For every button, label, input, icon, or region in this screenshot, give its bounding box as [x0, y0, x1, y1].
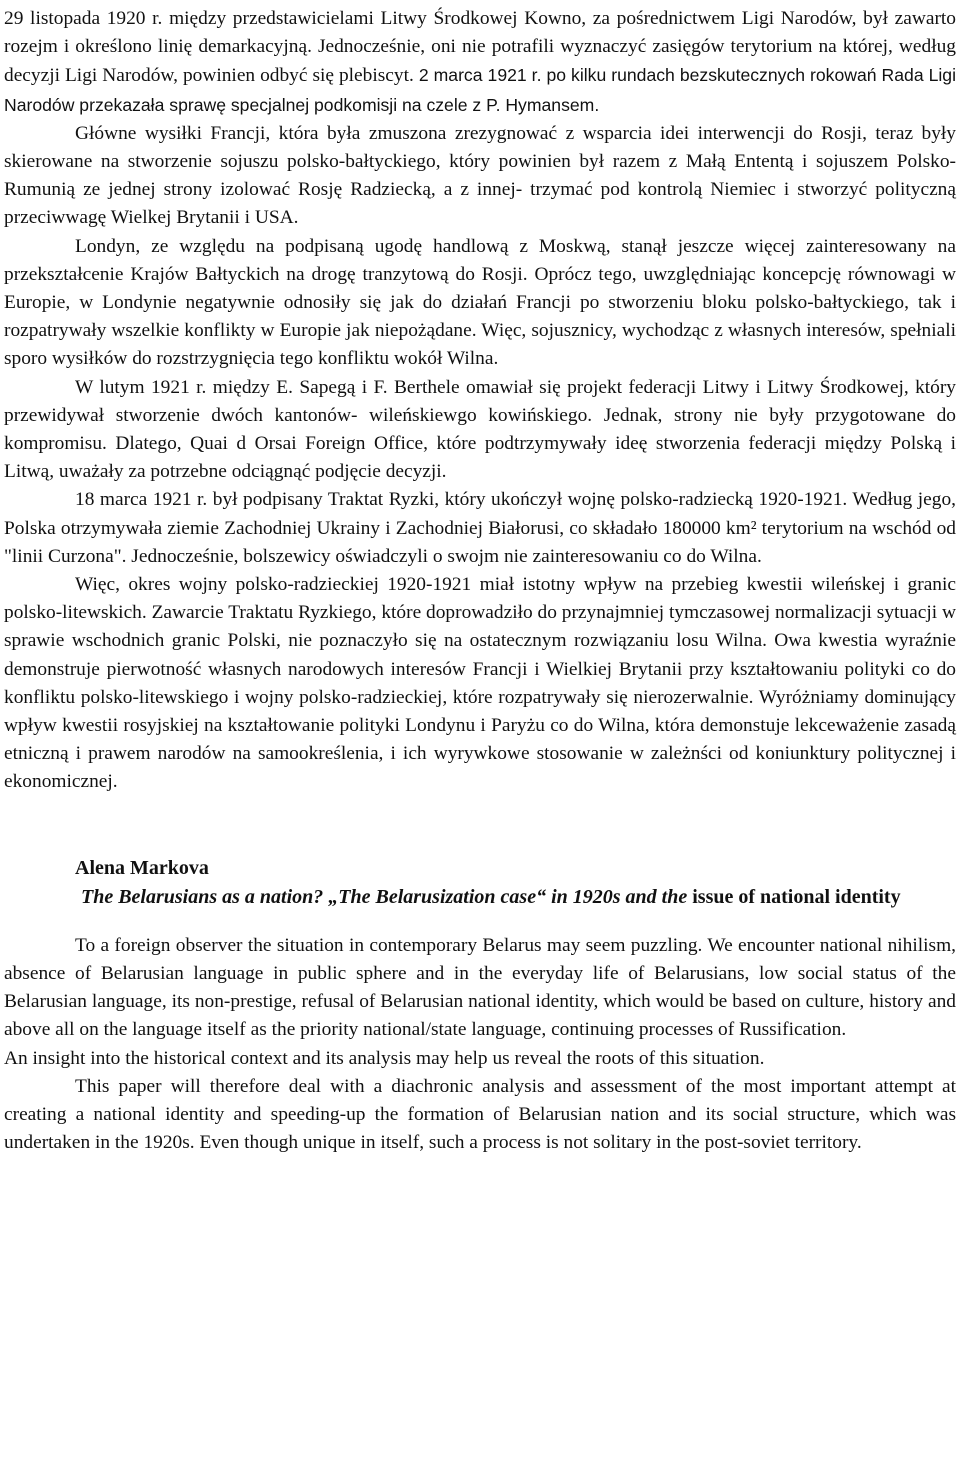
- paragraph-london-position: Londyn, ze względu na podpisaną ugodę handlową z Moskwą, stanął jeszcze więcej zainteresowany na przekształcenie Krajów Bałtyckich na drogę tranzytową do Rosji. Oprócz tego, uwzględniając koncepcję równowagi w Europie, w Londynie negatywnie odnosiły się jak do działań Francji po stworzeniu bloku polsko-bałtyckiego, tak i rozpatrywały wszelkie konflikty w Europie jak niepożądane. Więc, sojusznicy, wychodząc z własnych interesów, spełniali sporo wysiłków do rozstrzygnięcia tego konfliktu wokół Wilna.: [4, 235, 956, 370]
- article-title-rest: issue of national identity: [687, 885, 901, 908]
- paragraph-conclusion: Więc, okres wojny polsko-radzieckiej 1920-1921 miał istotny wpływ na przebieg kwestii wileńskej i granic polsko-litewskich. Zawarcie Traktatu Ryzkiego, które doprowadziło do przynajmniej tymczasowej normalizacji sytuacji w sprawie wschodnich granic Polski, nie poznaczyło się na ostatecznym rozwiązaniu losu Wilna. Owa kwestia wyraźnie demonstruje pierwotność własnych narodowych interesów Francji i Wielkiej Brytanii przy kształtowaniu polityki co do konfliktu polsko-litewskiego i wojny polsko-radzieckiej, które rozpatrywały się nierozerwalnie. Wyróżniamy dominujący wpływ kwestii rosyjskiej na kształtowanie polityki Londynu i Paryżu co do Wilna, która demonstuje lekceważenie zasadą etniczną i prawem narodów na samookreślenia, i ich wyrywkowe stosowanie w zależnści od koniunktury politycznej i ekonomicznej.: [4, 574, 956, 793]
- paragraph-riga-treaty: 18 marca 1921 r. był podpisany Traktat Ryzki, który ukończył wojnę polsko-radziecką 1920-1921. Według jego, Polska otrzymywała ziemie Zachodniej Ukrainy i Zachodniej Białorusi, co składało 180000 km² terytorium na wschód od "linii Curzona". Jednocześnie, bolszewicy oświadczyli o swojm nie zainteresowaniu co do Wilna.: [4, 489, 956, 567]
- article-title: [4, 883, 956, 912]
- title-gap: [4, 912, 956, 932]
- paragraph-historical-insight: An insight into the historical context and its analysis may help us reveal the roots of this situation.: [4, 1047, 765, 1069]
- paragraph-truce-text: 29 listopada 1920 r. między przedstawicielami Litwy Środkowej Kowno, za pośrednictwem Ligi Narodów, był zawarto rozejm i określono linię demarkacyjną. Jednocześnie, oni nie potrafili wyznaczyć zasięgów terytorium na której, według decyzji Ligi Narodów, powinien odbyć się plebiscyt.: [4, 8, 956, 87]
- paragraph-hymans-text: 2 marca 1921 r. po kilku rundach bezskutecznych rokowań Rada Ligi Narodów przekazała sprawę specjalnej podkomisji na czele z P. Hymansem.: [4, 65, 957, 115]
- document-page: [4, 5, 956, 1157]
- article-title-italic: The Belarusians as a nation? „The Belarusization case“ in 1920s and the: [81, 885, 688, 908]
- paragraph-paper-scope: This paper will therefore deal with a diachronic analysis and assessment of the most important attempt at creating a national identity and speeding-up the formation of Belarusian nation and its social structure, which was undertaken in the 1920s. Even though unique in itself, such a process is not solitary in the post-soviet territory.: [4, 1075, 956, 1154]
- paragraph-foreign-observer: To a foreign observer the situation in contemporary Belarus may seem puzzling. We encounter national nihilism, absence of Belarusian language in public sphere and in the everyday life of Belarusians, low social status of the Belarusian language, its non-prestige, refusal of Belarusian national identity, which would be based on culture, history and above all on the language itself as the priority national/state language, continuing processes of Russification.: [4, 934, 956, 1041]
- paragraph-federation-project: W lutym 1921 r. między E. Sapegą i F. Berthele omawiał się projekt federacji Litwy i Litwy Środkowej, który przewidywał stworzenie dwóch kantonów- wileńskiewgo kowińskiego. Jednak, strony nie były przygotowane do kompromisu. Dlatego, Quai d Orsai Foreign Office, które podtrzymywały ideę stworzenia federacji między Polską i Litwą, uważały za potrzebne odciągnąć podjęcie decyzji.: [4, 376, 956, 483]
- paragraph-truce-1920: [4, 5, 956, 120]
- section-spacer: [4, 797, 956, 854]
- article-author: Alena Markova: [75, 856, 209, 879]
- paragraph-france-efforts: Główne wysiłki Francji, która była zmuszona zrezygnować z wsparcia idei interwencji do Rosji, teraz były skierowane na stworzenie sojuszu polsko-bałtyckiego, który powinien był razem z Małą Ententą i sojuszem Polsko-Rumunią ze jednej strony izolować Rosję Radziecką, a z innej- trzymać pod kontrolą Niemiec i stworzyć polityczną przeciwwagę Wielkej Brytanii i USA.: [4, 122, 956, 229]
